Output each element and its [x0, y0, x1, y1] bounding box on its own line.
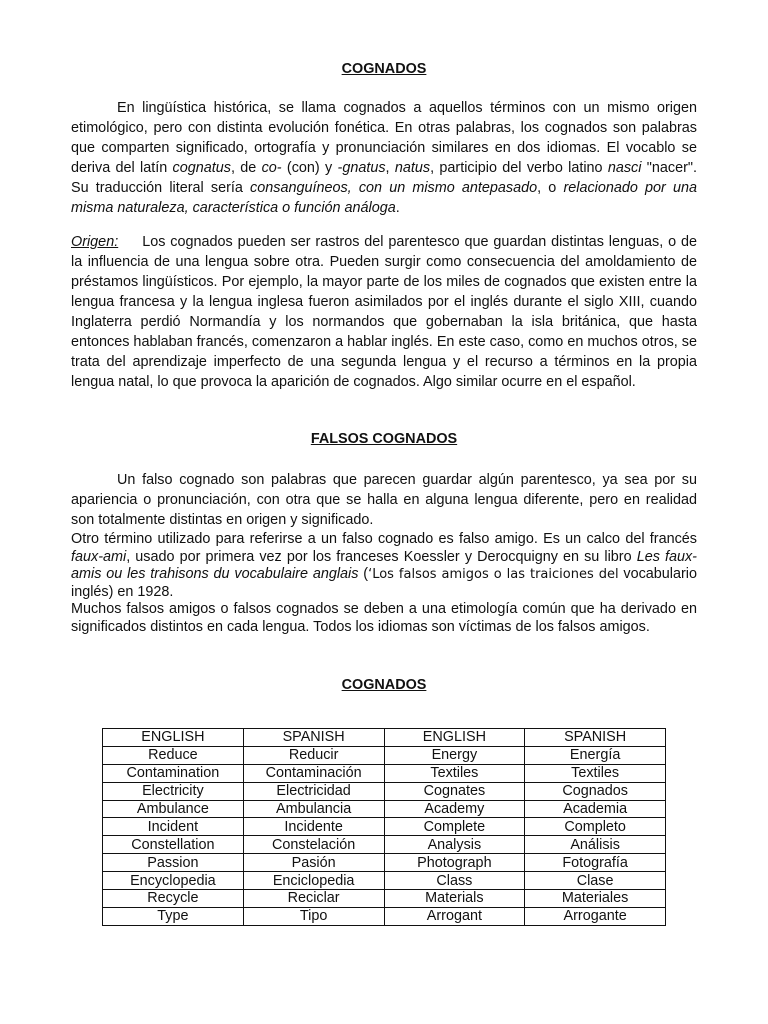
text-run: , o: [537, 180, 564, 196]
table-cell: Electricity: [103, 782, 244, 800]
table-cell: Incident: [103, 818, 244, 836]
table-cell: Constelación: [243, 836, 384, 854]
table-cell: Textiles: [384, 764, 525, 782]
text-run: ‘Los falsos amigos o las traiciones del: [368, 567, 619, 582]
table-cell: Energy: [384, 746, 525, 764]
false-friend-paragraph: [71, 531, 697, 601]
text-run: consanguíneos, con un mismo antepasado: [250, 180, 538, 196]
table-row: [103, 890, 666, 908]
table-cell: Textiles: [525, 764, 666, 782]
table-cell: Cognados: [525, 782, 666, 800]
etymology-paragraph: Muchos falsos amigos o falsos cognados se deben a una etimología común que ha derivado en significados distintos en cada lengua. Todos los idiomas son víctimas de los falsos amigos.: [71, 601, 697, 635]
origin-label: Origen:: [71, 234, 119, 250]
table-cell: Class: [384, 872, 525, 890]
table-cell: Enciclopedia: [243, 872, 384, 890]
text-run: faux-ami: [71, 548, 127, 565]
table-cell: Clase: [525, 872, 666, 890]
text-run: vocabulario inglés) en 1928.: [71, 566, 697, 600]
section-title-cognados: COGNADOS: [341, 61, 427, 77]
text-run: , participio del verbo latino: [430, 160, 608, 176]
table-cell: Reciclar: [243, 890, 384, 908]
table-cell: Arrogante: [525, 907, 666, 925]
intro-paragraph: [71, 98, 697, 218]
text-run: En lingüística histórica, se llama cognados a aquellos términos con un mismo origen etimológico, pero con distinta evolución fonética. En otras palabras, los cognados son palabras que comparten significado, ortografía y pronunciación similares en dos idiomas. El vocablo se deriva del latín: [71, 100, 697, 176]
table-cell: Photograph: [384, 854, 525, 872]
table-cell: Academia: [525, 800, 666, 818]
table-cell: Tipo: [243, 907, 384, 925]
table-cell: Electricidad: [243, 782, 384, 800]
table-row: [103, 872, 666, 890]
table-header-row: [103, 729, 666, 747]
table-cell: Reducir: [243, 746, 384, 764]
table-cell: Ambulancia: [243, 800, 384, 818]
text-run: ,: [385, 160, 395, 176]
table-row: [103, 836, 666, 854]
table-cell: Pasión: [243, 854, 384, 872]
text-run: nasci: [607, 160, 642, 176]
table-cell: Complete: [384, 818, 525, 836]
table-row: [103, 800, 666, 818]
text-run: cognatus: [172, 160, 231, 176]
text-run: , usado por primera vez por los franceses Koessler y Derocquigny en su libro: [126, 548, 637, 565]
table-cell: Analysis: [384, 836, 525, 854]
origin-paragraph: [71, 232, 697, 392]
header-spanish-1: SPANISH: [243, 729, 384, 747]
table-body: [103, 746, 666, 925]
table-cell: Arrogant: [384, 907, 525, 925]
cognates-table: [102, 728, 666, 926]
text-run: Les faux-amis ou les trahisons du vocabulaire anglais: [71, 548, 697, 582]
text-run: -gnatus: [337, 160, 386, 176]
table-row: [103, 782, 666, 800]
intro-text: [71, 100, 697, 216]
table-cell: Ambulance: [103, 800, 244, 818]
table-cell: Recycle: [103, 890, 244, 908]
table-cell: Passion: [103, 854, 244, 872]
header-english-2: ENGLISH: [384, 729, 525, 747]
text-run: .: [395, 200, 400, 216]
table-cell: Materials: [384, 890, 525, 908]
table-cell: Completo: [525, 818, 666, 836]
text-run: , de: [230, 160, 262, 176]
table-cell: Análisis: [525, 836, 666, 854]
text-run: (con) y: [281, 160, 338, 176]
section-title-cognados-table: COGNADOS: [341, 677, 427, 693]
text-run: natus: [394, 160, 431, 176]
table-row: [103, 818, 666, 836]
origin-text: Los cognados pueden ser rastros del parentesco que guardan distintas lenguas, o de la influencia de una lengua sobre otra. Pueden surgir como consecuencia del amoldamiento de préstamos lingüísticos. Por ejemplo, la mayor parte de los miles de cognados que existen entre la lengua francesa y la lengua inglesa fueron asimilados por el inglés durante el siglo XIII, cuando Inglaterra perdió Normandía y los normandos que gobernaban la isla británica, que hasta entonces hablaban francés, comenzaron a hablar inglés. En este caso, como en muchos otros, se trata del aprendizaje imperfecto de una segunda lengua y el recurso a términos en la propia lengua natal, lo que provoca la aparición de cognados. Algo similar ocurre en el español.: [71, 234, 697, 390]
table-cell: Cognates: [384, 782, 525, 800]
false-cognate-definition: [71, 470, 697, 530]
table-cell: Type: [103, 907, 244, 925]
table-row: [103, 854, 666, 872]
text-run: Otro término utilizado para referirse a un falso cognado es falso amigo. Es un calco del francés: [71, 531, 697, 547]
header-spanish-2: SPANISH: [525, 729, 666, 747]
false-friend-text: [71, 531, 697, 600]
table-cell: Constellation: [103, 836, 244, 854]
table-cell: Reduce: [103, 746, 244, 764]
table-cell: Fotografía: [525, 854, 666, 872]
table-cell: Encyclopedia: [103, 872, 244, 890]
table-cell: Energía: [525, 746, 666, 764]
table-row: [103, 746, 666, 764]
section-title-falsos-cognados: FALSOS COGNADOS: [310, 431, 458, 447]
text-run: (: [358, 566, 369, 582]
table-row: [103, 907, 666, 925]
text-run: relacionado por una misma naturaleza, característica o función análoga: [71, 180, 698, 216]
header-english-1: ENGLISH: [103, 729, 244, 747]
false-cognate-definition-text: Un falso cognado son palabras que parecen guardar algún parentesco, ya sea por su apariencia o pronunciación, con otra que se halla en alguna lengua diferente, pero en realidad son totalmente distintas en origen y significado.: [71, 472, 697, 528]
table-cell: Materiales: [525, 890, 666, 908]
table-cell: Academy: [384, 800, 525, 818]
table-cell: Contamination: [103, 764, 244, 782]
table-row: [103, 764, 666, 782]
table-cell: Contaminación: [243, 764, 384, 782]
text-run: co-: [261, 160, 282, 176]
text-run: "nacer". Su traducción literal sería: [71, 160, 697, 196]
table-cell: Incidente: [243, 818, 384, 836]
